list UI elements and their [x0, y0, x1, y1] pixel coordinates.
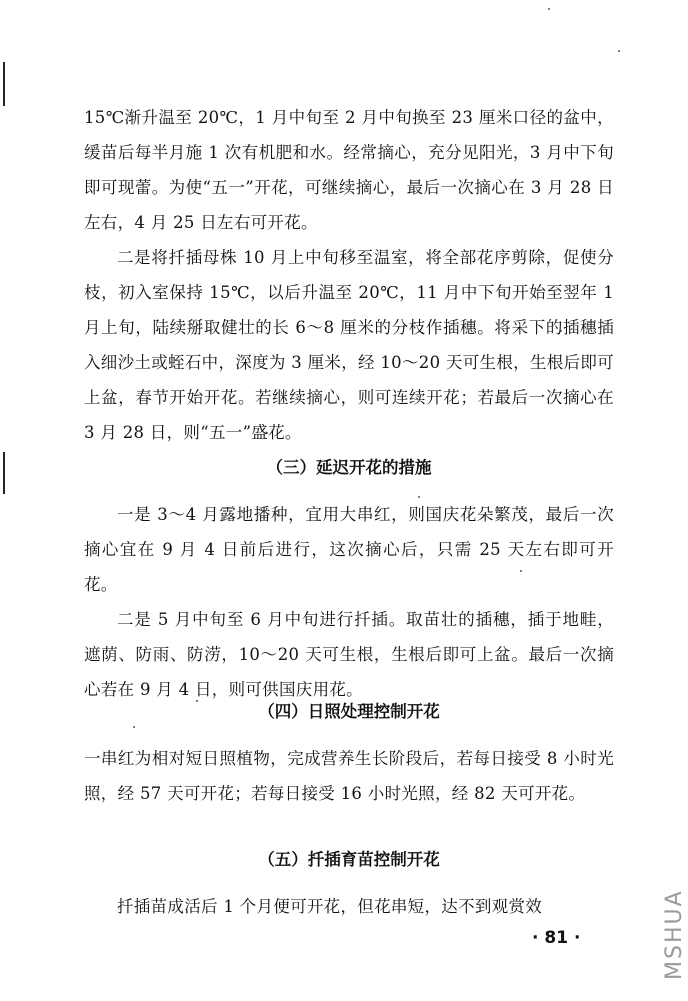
body-text-top	[84, 100, 614, 450]
page-number: · 81 ·	[532, 928, 581, 948]
section-paragraph: 一串红为相对短日照植物，完成营养生长阶段后，若每日接受 8 小时光照，经 57 天可开花；若每日接受 16 小时光照，经 82 天可开花。	[84, 749, 614, 803]
section-paragraph: 一是 3～4 月露地播种，宜用大串红，则国庆花朵繁茂，最后一次摘心宜在 9 月 4 日前后进行，这次摘心后，只需 25 天左右即可开花。	[84, 505, 614, 594]
section-heading: （三）延迟开花的措施	[266, 458, 432, 477]
watermark: MSHUA	[662, 889, 687, 981]
scan-margin-mark	[3, 62, 5, 106]
section-heading: （五）扦插育苗控制开花	[258, 850, 440, 869]
section-delay-flowering	[84, 450, 614, 707]
section-heading: （四）日照处理控制开花	[258, 702, 440, 721]
scan-speck	[618, 50, 620, 52]
section-paragraph: 二是 5 月中旬至 6 月中旬进行扦插。取苗壮的插穗，插于地畦，遮荫、防雨、防涝，10～20 天可生根，生根后即可上盆。最后一次摘心若在 9 月 4 日，则可供国庆用花。	[84, 610, 614, 699]
section-paragraph: 扦插苗成活后 1 个月便可开花，但花串短，达不到观赏效	[117, 897, 543, 916]
section-cutting-propagation	[84, 842, 614, 924]
scan-margin-mark	[3, 452, 5, 494]
paragraph-cutting-method: 二是将扦插母株 10 月上中旬移至温室，将全部花序剪除，促使分枝，初入室保持 15℃，以后升温至 20℃，11 月中下旬开始至翌年 1 月上旬，陆续掰取健壮的长 6～8 厘米的分枝作插穗。将采下的插穗插入细沙土或蛭石中，深度为 3 厘米，经 10～20 天可生根，生根后即可上盆，春节开始开花。若继续摘心，则可连续开花；若最后一次摘心在 3 月 28 日，则“五一”盛花。	[84, 248, 614, 442]
scan-speck	[548, 8, 550, 10]
paragraph-continuation: 15℃渐升温至 20℃，1 月中旬至 2 月中旬换至 23 厘米口径的盆中，缓苗后每半月施 1 次有机肥和水。经常摘心，充分见阳光，3 月中下旬即可现蕾。为使“五一”开花，可继续摘心，最后一次摘心在 3 月 28 日左右，4 月 25 日左右可开花。	[84, 108, 614, 232]
section-photoperiod	[84, 694, 614, 811]
